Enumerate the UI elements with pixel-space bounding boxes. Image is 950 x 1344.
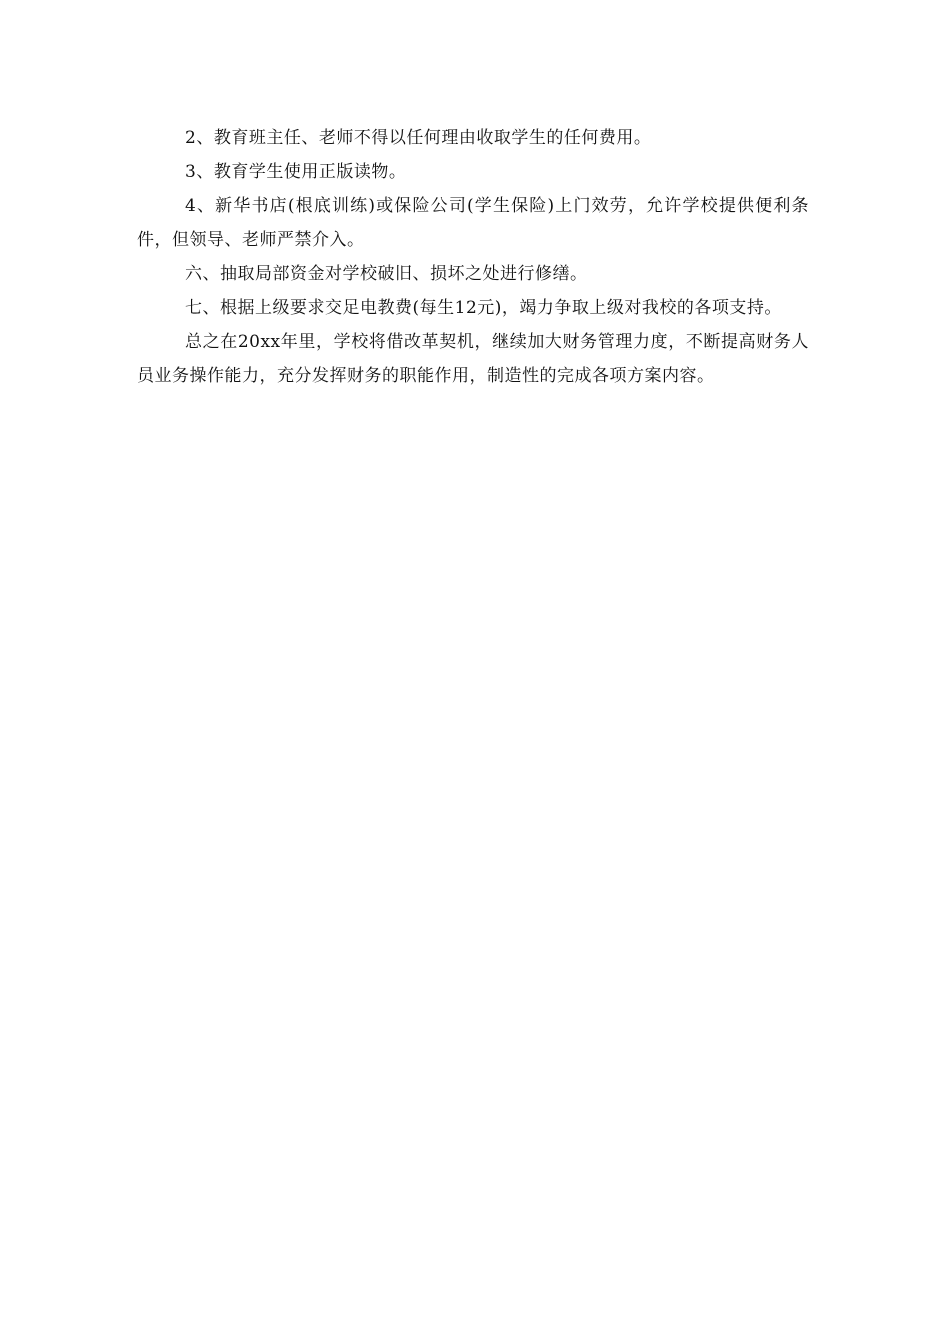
- paragraph-conclusion: 总之在20xx年里，学校将借改革契机，继续加大财务管理力度，不断提高财务人员业务操作能力，充分发挥财务的职能作用，制造性的完成各项方案内容。: [137, 332, 809, 386]
- paragraph-item-4: 4、新华书店(根底训练)或保险公司(学生保险)上门效劳，允许学校提供便利条件，但领导、老师严禁介入。: [137, 196, 809, 250]
- paragraph-section-6: 六、抽取局部资金对学校破旧、损坏之处进行修缮。: [185, 264, 588, 284]
- paragraph-item-3: 3、教育学生使用正版读物。: [185, 162, 407, 182]
- document-body: [137, 121, 809, 393]
- paragraph-section-7: 七、根据上级要求交足电教费(每生12元)，竭力争取上级对我校的各项支持。: [185, 298, 782, 318]
- paragraph-item-2: 2、教育班主任、老师不得以任何理由收取学生的任何费用。: [185, 128, 652, 148]
